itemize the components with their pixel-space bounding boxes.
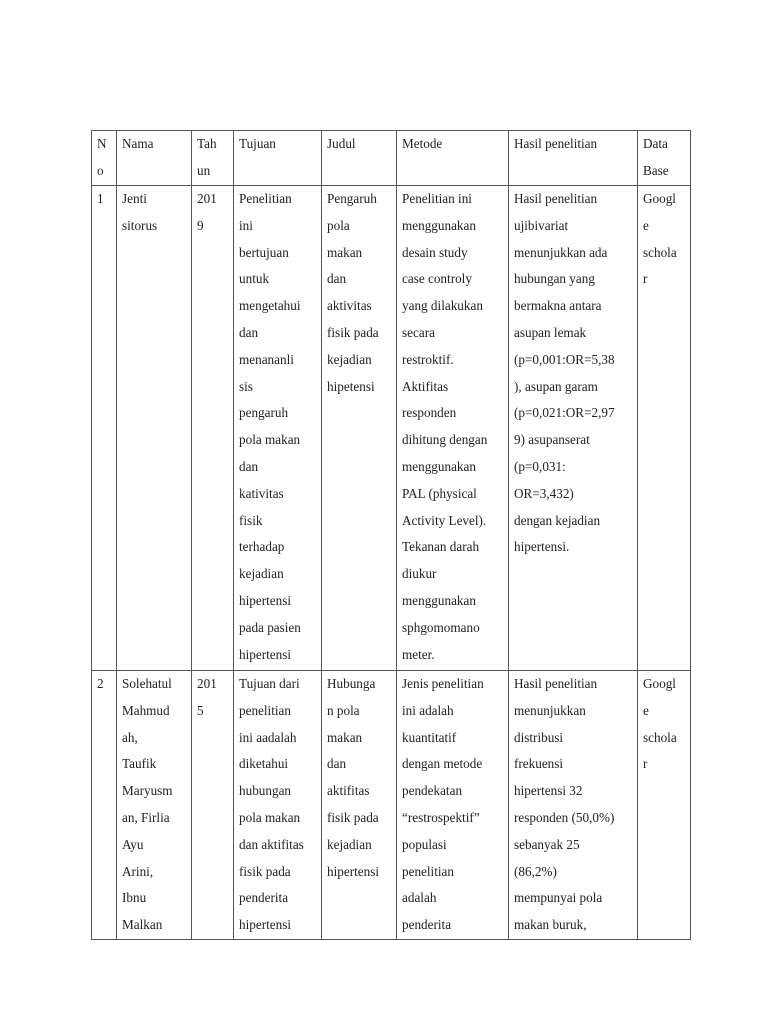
- header-tujuan: Tujuan: [234, 131, 322, 186]
- cell-metode: Jenis penelitian ini adalah kuantitatif dengan metode pendekatan “restrospektif” populasi penelitian adalah penderita: [397, 671, 509, 940]
- cell-data-base: Googl e schola r: [638, 186, 691, 671]
- header-judul: Judul: [322, 131, 397, 186]
- table-row: [92, 671, 691, 940]
- header-data-base: Data Base: [638, 131, 691, 186]
- header-tahun: Tah un: [192, 131, 234, 186]
- cell-hasil-penelitian: Hasil penelitian menunjukkan distribusi frekuensi hipertensi 32 responden (50,0%) sebanyak 25 (86,2%) mempunyai pola makan buruk,: [509, 671, 638, 940]
- cell-judul: Hubunga n pola makan dan aktifitas fisik pada kejadian hipertensi: [322, 671, 397, 940]
- cell-no: 2: [92, 671, 117, 940]
- cell-no: 1: [92, 186, 117, 671]
- literature-review-table: [91, 130, 691, 940]
- header-nama: Nama: [117, 131, 192, 186]
- cell-data-base: Googl e schola r: [638, 671, 691, 940]
- table-row: [92, 186, 691, 671]
- header-no: N o: [92, 131, 117, 186]
- cell-hasil-penelitian: Hasil penelitian ujibivariat menunjukkan ada hubungan yang bermakna antara asupan lemak (p=0,001:OR=5,38 ), asupan garam (p=0,021:OR=2,97 9) asupanserat (p=0,031: OR=3,432) dengan kejadian hipertensi.: [509, 186, 638, 671]
- cell-nama: Jenti sitorus: [117, 186, 192, 671]
- cell-tujuan: Tujuan dari penelitian ini aadalah diketahui hubungan pola makan dan aktifitas fisik pada penderita hipertensi: [234, 671, 322, 940]
- cell-nama: Solehatul Mahmud ah, Taufik Maryusm an, Firlia Ayu Arini, Ibnu Malkan: [117, 671, 192, 940]
- cell-tahun: 201 5: [192, 671, 234, 940]
- cell-tujuan: Penelitian ini bertujuan untuk mengetahui dan menananli sis pengaruh pola makan dan kativitas fisik terhadap kejadian hipertensi pada pasien hipertensi: [234, 186, 322, 671]
- table-header-row: [92, 131, 691, 186]
- header-metode: Metode: [397, 131, 509, 186]
- cell-metode: Penelitian ini menggunakan desain study case controly yang dilakukan secara restroktif. Aktifitas responden dihitung dengan menggunakan PAL (physical Activity Level). Tekanan darah diukur menggunakan sphgomomano meter.: [397, 186, 509, 671]
- cell-tahun: 201 9: [192, 186, 234, 671]
- cell-judul: Pengaruh pola makan dan aktivitas fisik pada kejadian hipetensi: [322, 186, 397, 671]
- header-hasil-penelitian: Hasil penelitian: [509, 131, 638, 186]
